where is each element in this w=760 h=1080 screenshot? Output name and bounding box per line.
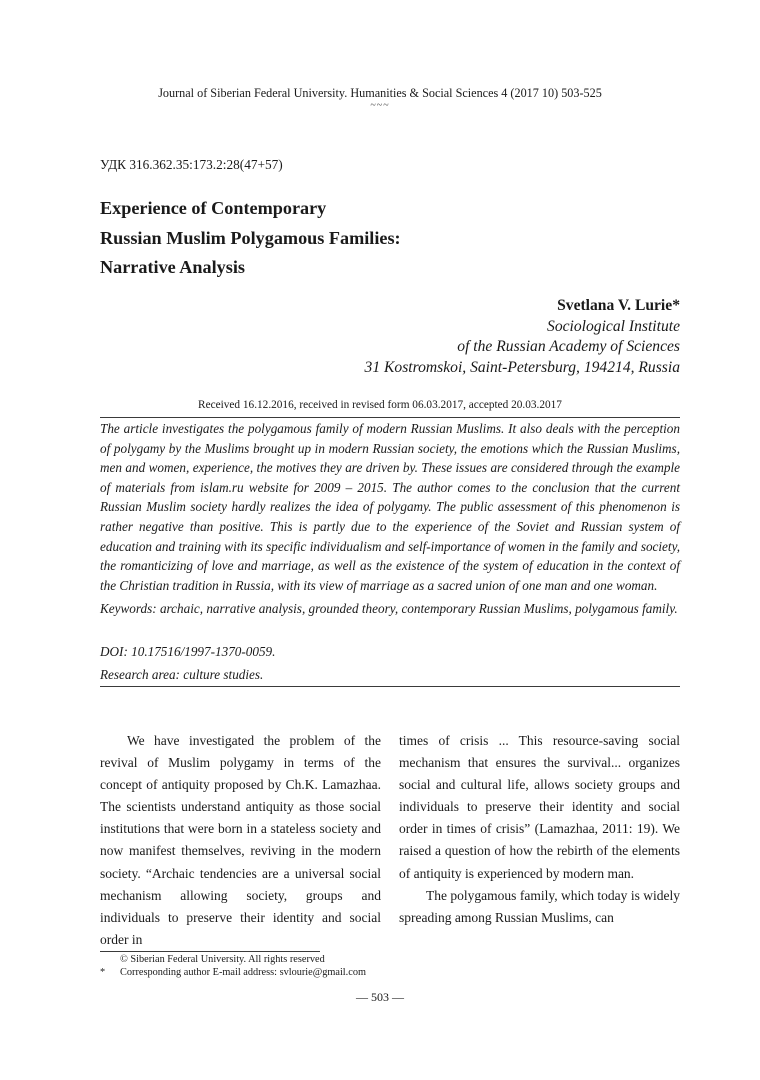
affiliation-line-2: of the Russian Academy of Sciences <box>457 338 680 356</box>
article-title <box>100 194 401 283</box>
header-ornament: ~~~ <box>370 100 390 111</box>
body-paragraph-continued: times of crisis ... This resource-saving social mechanism that ensures the survival... organizes social and cultural life, allows society groups and individuals to preserve their identity and social order in times of crisis” (Lamazhaa, 2011: 19). We raised a question of how the rebirth of the elements of antiquity is experienced by modern man. <box>399 733 680 881</box>
footnote-mark <box>100 953 120 966</box>
abstract: The article investigates the polygamous family of modern Russian Muslims. It also deals with the perception of polygamy by the Muslims brought up in modern Russian society, the emotions which the Russian Muslims, men and women, experience, the motives they are driven by. These issues are considered through the example of materials from islam.ru website for 2009 – 2015. The author comes to the conclusion that the current Russian Muslim society hardly realizes the idea of polygamy. The public assessment of this phenomenon is rather negative than positive. This is partly due to the experience of the Soviet and Russian system of education and training with its specific individualism and self-importance of women in the family and society, the romanticizing of love and marriage, as well as the existence of the system of education in the context of the Christian tradition in Russia, with its view of marriage as a sacred union of one man and one woman. <box>100 421 680 593</box>
author-block <box>365 296 680 378</box>
body-paragraph: The polygamous family, which today is widely spreading among Russian Muslims, can <box>399 887 680 925</box>
title-line-1: Experience of Contemporary <box>100 198 327 218</box>
body-left-column <box>100 730 381 951</box>
footnote-text: Corresponding author E-mail address: svlourie@gmail.com <box>120 967 366 978</box>
research-area: Research area: culture studies. <box>100 667 264 682</box>
abstract-bottom-rule <box>100 686 680 687</box>
doi: DOI: 10.17516/1997-1370-0059. <box>100 644 276 659</box>
keywords: Keywords: archaic, narrative analysis, grounded theory, contemporary Russian Muslims, polygamous family. <box>100 601 678 616</box>
footnote-mark: * <box>100 967 106 978</box>
page-number: — 503 — <box>356 990 404 1004</box>
title-line-3: Narrative Analysis <box>100 257 245 277</box>
body-paragraph: We have investigated the problem of the revival of Muslim polygamy in terms of the concept of antiquity proposed by Ch.K. Lamazhaa. The scientists understand antiquity as those social institutions that were born in a stateless society and now manifest themselves, reviving in the modern society. “Archaic tendencies are a universal social mechanism allowing society, groups and individuals to preserve their identity and social order in <box>100 733 381 947</box>
footnote-corresponding-author <box>100 966 366 979</box>
journal-header: Journal of Siberian Federal University. Humanities & Social Sciences 4 (2017 10) 503-525 <box>158 86 602 100</box>
footnote-copyright <box>100 953 366 966</box>
udc-code: УДК 316.362.35:173.2:28(47+57) <box>100 157 283 172</box>
affiliation-address: 31 Kostromskoi, Saint-Petersburg, 194214, Russia <box>364 358 680 376</box>
title-line-2: Russian Muslim Polygamous Families: <box>100 227 401 248</box>
author-name: Svetlana V. Lurie* <box>557 297 680 314</box>
affiliation-line-1: Sociological Institute <box>547 317 680 335</box>
footnote-separator <box>100 951 320 952</box>
abstract-top-rule <box>100 417 680 418</box>
footnotes <box>100 953 366 979</box>
received-dates: Received 16.12.2016, received in revised form 06.03.2017, accepted 20.03.2017 <box>198 399 562 411</box>
footnote-text: © Siberian Federal University. All rights reserved <box>120 954 325 965</box>
body-right-column <box>399 730 680 929</box>
